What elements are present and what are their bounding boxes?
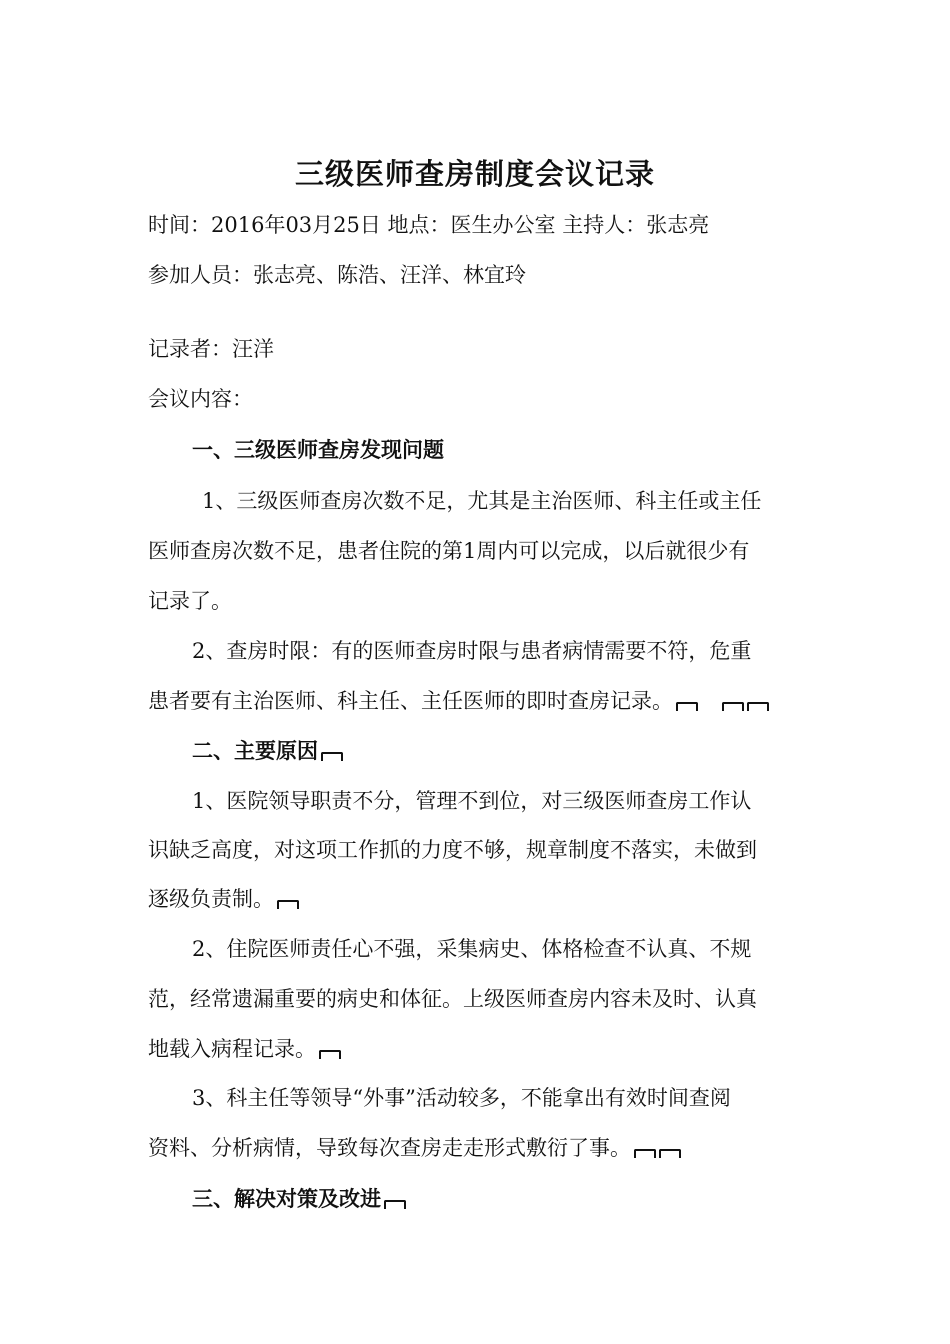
attendees-line: 参加人员：张志亮、陈浩、汪洋、林宜玲 <box>148 263 526 287</box>
document-title: 三级医师查房制度会议记录 <box>294 157 655 191</box>
section2-p1-line3: 逐级负责制。 <box>148 887 274 911</box>
section2-p3-line2-wrap <box>148 1133 681 1163</box>
section1-p2-line2-wrap <box>148 686 769 716</box>
section2-p2-line2: 范，经常遗漏重要的病史和体征。上级医师查房内容未及时、认真 <box>148 987 757 1011</box>
section2-heading: 二、主要原因 <box>192 738 318 763</box>
section1-heading: 一、三级医师查房发现问题 <box>192 437 444 462</box>
revision-mark-icon <box>277 900 299 909</box>
section1-p2-line2: 患者要有主治医师、科主任、主任医师的即时查房记录。 <box>148 689 673 713</box>
recorder-line: 记录者：汪洋 <box>148 337 274 361</box>
revision-mark-icon <box>321 752 343 761</box>
revision-mark-icon <box>319 1050 341 1059</box>
section2-p1-line3-wrap <box>148 884 299 914</box>
meeting-meta-line: 时间：2016年03月25日 地点：医生办公室 主持人：张志亮 <box>148 213 710 237</box>
revision-mark-icon <box>722 702 744 711</box>
section3-heading-wrap <box>192 1184 406 1214</box>
section1-p1-line3: 记录了。 <box>148 589 232 613</box>
revision-mark-icon <box>747 702 769 711</box>
section2-p2-line3: 地载入病程记录。 <box>148 1037 316 1061</box>
section2-p3-line2: 资料、分析病情，导致每次查房走走形式敷衍了事。 <box>148 1136 631 1160</box>
section3-heading: 三、解决对策及改进 <box>192 1186 381 1211</box>
section1-p2-line1: 2、查房时限：有的医师查房时限与患者病情需要不符，危重 <box>192 639 752 663</box>
section2-p1-line1: 1、医院领导职责不分，管理不到位，对三级医师查房工作认 <box>192 789 752 813</box>
revision-mark-icon <box>634 1149 656 1158</box>
section2-p2-line3-wrap <box>148 1034 341 1064</box>
section2-p1-line2: 识缺乏高度，对这项工作抓的力度不够，规章制度不落实，未做到 <box>148 838 757 862</box>
revision-mark-icon <box>676 702 698 711</box>
section2-p2-line1: 2、住院医师责任心不强，采集病史、体格检查不认真、不规 <box>192 937 752 961</box>
revision-mark-icon <box>659 1149 681 1158</box>
section2-p3-line1: 3、科主任等领导“外事”活动较多，不能拿出有效时间查阅 <box>192 1086 731 1110</box>
content-label: 会议内容： <box>148 387 253 411</box>
section1-p1-line2: 医师查房次数不足，患者住院的第1周内可以完成，以后就很少有 <box>148 539 750 563</box>
section1-p1-line1: 1、三级医师查房次数不足，尤其是主治医师、科主任或主任 <box>202 489 762 513</box>
revision-mark-icon <box>384 1200 406 1209</box>
section2-heading-wrap <box>192 736 343 766</box>
